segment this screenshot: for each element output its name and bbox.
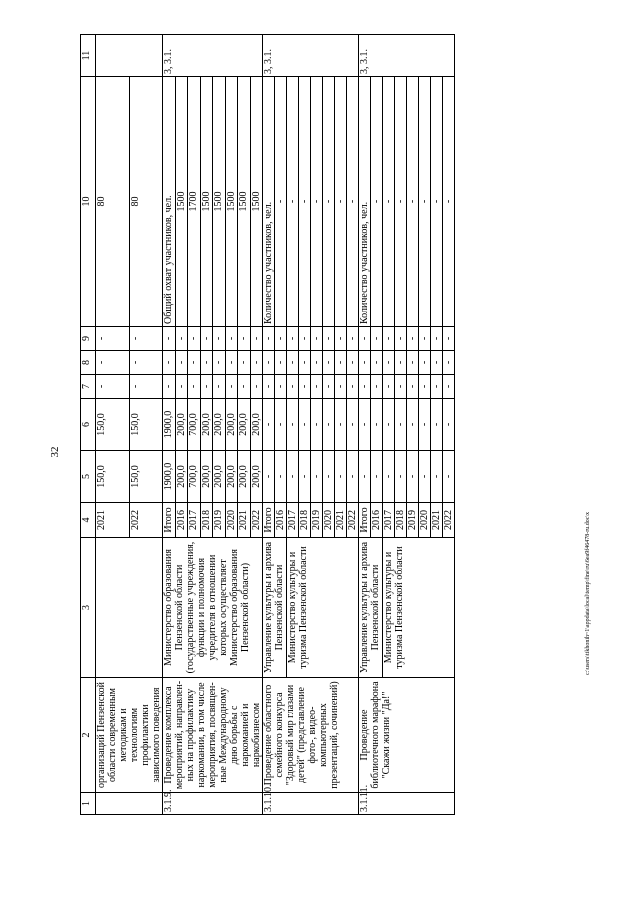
s3110-c7: - <box>263 375 275 399</box>
s3111-c8: - <box>395 351 407 375</box>
s319-c7: - <box>238 375 251 399</box>
cont-c6: 150,0 <box>129 399 163 451</box>
s319-c5: 200,0 <box>225 451 238 503</box>
cont-ref-cell <box>96 35 163 77</box>
s319-c6: 200,0 <box>238 399 251 451</box>
s319-c9: - <box>163 327 176 351</box>
s3110-number: 3.1.10. <box>263 793 359 815</box>
s3111-c7: - <box>443 375 455 399</box>
s3110-c5: - <box>263 451 275 503</box>
s3111-c8: - <box>407 351 419 375</box>
s3110-year: 2022 <box>347 503 359 538</box>
s319-c8: - <box>238 351 251 375</box>
s319-number: 3.1.9. <box>163 793 263 815</box>
s3110-c6: - <box>287 399 299 451</box>
s3111-c9: - <box>407 327 419 351</box>
s3110-c8: - <box>311 351 323 375</box>
cont-c5: 150,0 <box>96 451 130 503</box>
rotated-table-wrapper <box>80 35 590 815</box>
s319-c5: 1900,0 <box>163 451 176 503</box>
s3110-c7: - <box>347 375 359 399</box>
s3111-c10: - <box>443 77 455 327</box>
cont-c6: 150,0 <box>96 399 130 451</box>
column-header-2: 2 <box>81 678 96 793</box>
column-header-5: 5 <box>81 451 96 503</box>
s3111-c10: - <box>395 77 407 327</box>
s3111-c8: - <box>371 351 383 375</box>
s3111-executor-1: Управление культуры и архива Пензенской области <box>359 538 383 678</box>
s319-c8: - <box>163 351 176 375</box>
s3110-c8: - <box>263 351 275 375</box>
s3110-c9: - <box>275 327 287 351</box>
s3110-c7: - <box>287 375 299 399</box>
s3111-year: 2019 <box>407 503 419 538</box>
s3111-indicator: Количество участников, чел. <box>359 77 371 327</box>
s3111-c6: - <box>407 399 419 451</box>
s319-c9: - <box>213 327 226 351</box>
s3111-c6: - <box>395 399 407 451</box>
s319-c9: - <box>250 327 263 351</box>
s3111-c7: - <box>371 375 383 399</box>
s3110-c9: - <box>347 327 359 351</box>
s3110-year: 2019 <box>311 503 323 538</box>
s3111-c6: - <box>419 399 431 451</box>
s3110-c8: - <box>299 351 311 375</box>
s3111-c9: - <box>395 327 407 351</box>
s3111-c9: - <box>359 327 371 351</box>
column-header-9: 9 <box>81 327 96 351</box>
s3110-c7: - <box>299 375 311 399</box>
s3110-c7: - <box>323 375 335 399</box>
s319-c6: 200,0 <box>200 399 213 451</box>
s319-c10: 1500 <box>225 77 238 327</box>
s3110-activity-name: Проведение областного семейного конкурса "Здоровый мир глазами детей" (представление фото-, видео-компьютерных презентаций, сочинений) <box>263 678 359 793</box>
s319-c5: 200,0 <box>200 451 213 503</box>
s3111-c10: - <box>383 77 395 327</box>
column-header-6: 6 <box>81 399 96 451</box>
cont-c10: 80 <box>96 77 130 327</box>
s3110-c6: - <box>311 399 323 451</box>
cont-c5: 150,0 <box>129 451 163 503</box>
s3110-c5: - <box>275 451 287 503</box>
s3110-c9: - <box>323 327 335 351</box>
s3111-c9: - <box>431 327 443 351</box>
s3111-c9: - <box>443 327 455 351</box>
s319-c5: 200,0 <box>250 451 263 503</box>
s319-c10: 1500 <box>213 77 226 327</box>
s319-ref: 3, 3.1. <box>163 35 263 77</box>
table-row <box>263 35 275 815</box>
column-header-8: 8 <box>81 351 96 375</box>
s3111-number: 3.1.11. <box>359 793 455 815</box>
s3111-c9: - <box>419 327 431 351</box>
s319-c7: - <box>200 375 213 399</box>
s3110-c8: - <box>275 351 287 375</box>
s3110-c10: - <box>287 77 299 327</box>
s3111-c5: - <box>407 451 419 503</box>
s3110-c6: - <box>335 399 347 451</box>
s3111-c5: - <box>395 451 407 503</box>
s319-c10: 1500 <box>200 77 213 327</box>
table-row <box>163 35 176 815</box>
s3110-year: 2016 <box>275 503 287 538</box>
s319-c7: - <box>163 375 176 399</box>
s3111-activity-name: Проведение библиотечного марафона "Скажи жизни "Да!" <box>359 678 455 793</box>
cont-c9: - <box>96 327 130 351</box>
s3111-c8: - <box>383 351 395 375</box>
s3110-year: 2021 <box>335 503 347 538</box>
s3111-c8: - <box>443 351 455 375</box>
s3110-c10: - <box>299 77 311 327</box>
s3110-c5: - <box>323 451 335 503</box>
s319-year: 2019 <box>213 503 226 538</box>
s319-c10: 1500 <box>175 77 188 327</box>
s3111-ref: 3, 3.1. <box>359 35 455 77</box>
s319-year: 2021 <box>238 503 251 538</box>
s319-c6: 200,0 <box>213 399 226 451</box>
cont-activity-name: организаций Пензенской области современным методикам и технологиям профилактики зависимого поведения <box>96 678 163 793</box>
column-header-10: 10 <box>81 77 96 327</box>
s3111-c6: - <box>359 399 371 451</box>
s3110-c10: - <box>323 77 335 327</box>
s319-activity-name: Проведение комплекса мероприятий, направлен-ных на профилактику наркомании, в том числе мероприятия, посвящен-ные Международному дню борьбы с наркоманией и наркобизнесом <box>163 678 263 793</box>
s319-c6: 700,0 <box>188 399 201 451</box>
s319-c8: - <box>250 351 263 375</box>
s319-c7: - <box>188 375 201 399</box>
s3110-year: 2020 <box>323 503 335 538</box>
s319-c6: 200,0 <box>250 399 263 451</box>
s3111-c7: - <box>431 375 443 399</box>
s3110-c9: - <box>299 327 311 351</box>
cont-num-cell <box>96 793 163 815</box>
s319-year: 2020 <box>225 503 238 538</box>
cont-year: 2022 <box>129 503 163 538</box>
s319-c8: - <box>200 351 213 375</box>
column-header-11: 11 <box>81 35 96 77</box>
s319-c8: - <box>188 351 201 375</box>
table-body <box>81 35 455 815</box>
s319-c5: 200,0 <box>175 451 188 503</box>
s3110-c5: - <box>299 451 311 503</box>
s3110-c9: - <box>287 327 299 351</box>
s3111-c8: - <box>419 351 431 375</box>
s3111-year: 2020 <box>419 503 431 538</box>
program-table <box>80 34 455 815</box>
s3110-c9: - <box>311 327 323 351</box>
s3110-c8: - <box>287 351 299 375</box>
s3111-c6: - <box>443 399 455 451</box>
s3110-c7: - <box>275 375 287 399</box>
s3110-year: 2017 <box>287 503 299 538</box>
s319-c9: - <box>238 327 251 351</box>
s319-year: 2016 <box>175 503 188 538</box>
s319-executor: Министерство образования Пензенской области (государственные учреждения, функции и полномочия учредителя в отношении которых осуществляет Министерство образования Пензенской области) <box>163 538 263 678</box>
column-header-1: 1 <box>81 793 96 815</box>
s3111-c5: - <box>371 451 383 503</box>
s319-c7: - <box>213 375 226 399</box>
s3110-c6: - <box>263 399 275 451</box>
s319-c6: 200,0 <box>175 399 188 451</box>
s3110-c8: - <box>323 351 335 375</box>
column-header-3: 3 <box>81 538 96 678</box>
cont-year: 2021 <box>96 503 130 538</box>
s319-c5: 200,0 <box>213 451 226 503</box>
s3110-c10: - <box>275 77 287 327</box>
s3110-c8: - <box>347 351 359 375</box>
s3111-c10: - <box>407 77 419 327</box>
cont-c7: - <box>96 375 130 399</box>
s3111-c7: - <box>395 375 407 399</box>
s319-c9: - <box>225 327 238 351</box>
s3111-c8: - <box>359 351 371 375</box>
s3110-c5: - <box>311 451 323 503</box>
s319-c10: 1700 <box>188 77 201 327</box>
s3110-ref: 3, 3.1. <box>263 35 359 77</box>
s319-c9: - <box>175 327 188 351</box>
table-row <box>96 35 130 815</box>
s3110-c9: - <box>335 327 347 351</box>
s3110-c6: - <box>275 399 287 451</box>
s319-c8: - <box>213 351 226 375</box>
s3111-c8: - <box>431 351 443 375</box>
s3111-year: 2017 <box>383 503 395 538</box>
s319-c8: - <box>175 351 188 375</box>
s3111-c5: - <box>419 451 431 503</box>
cont-c9: - <box>129 327 163 351</box>
s3111-c6: - <box>371 399 383 451</box>
s3111-year: 2016 <box>371 503 383 538</box>
s3110-c5: - <box>335 451 347 503</box>
s3110-year: Итого <box>263 503 275 538</box>
s3111-year: Итого <box>359 503 371 538</box>
s3111-year: 2021 <box>431 503 443 538</box>
s319-c8: - <box>225 351 238 375</box>
s3110-c6: - <box>347 399 359 451</box>
s3110-c6: - <box>323 399 335 451</box>
cont-c10: 80 <box>129 77 163 327</box>
s3111-c10: - <box>371 77 383 327</box>
s3110-c10: - <box>311 77 323 327</box>
s3110-c10: - <box>347 77 359 327</box>
s3111-c7: - <box>407 375 419 399</box>
s3110-c5: - <box>287 451 299 503</box>
s3111-year: 2018 <box>395 503 407 538</box>
s3110-indicator: Количество участников, чел. <box>263 77 275 327</box>
s3110-year: 2018 <box>299 503 311 538</box>
s3111-year: 2022 <box>443 503 455 538</box>
s319-c6: 1900,0 <box>163 399 176 451</box>
s319-c7: - <box>250 375 263 399</box>
s3110-c7: - <box>335 375 347 399</box>
s319-c7: - <box>175 375 188 399</box>
s3111-c10: - <box>431 77 443 327</box>
s3111-c7: - <box>359 375 371 399</box>
s3111-c7: - <box>383 375 395 399</box>
s319-year: 2017 <box>188 503 201 538</box>
page: 32 1 2 3 4 5 6 7 8 9 10 11 организаций Пензенской области современным методикам и технологиям профилактики зависимого поведения 2021 150,0 150,0 - - - 80 2022 150,0 150,0 - - - 80 3.1.9. Проведение комплекса мероприятий, направлен-ных на профилактику наркомании, в том числе мероприятия, посвящен-ные Международному дню борьбы с наркоманией и наркобизнесом Министерство образования Пензенской области (государственные учреждения, функции и полномочия учредителя в отношении которых осуществляет Министерство образования Пензенской области) Итого 1900,0 1900,0 - - - Общий охват участников, чел. 3, 3.1. 2016 200,0 200,0 - - - 1500 2017 700,0 700,0 - - - 1700 2018 200,0 200,0 - - - 1500 2019 200,0 200,0 - - - 1500 2020 200,0 200,0 - - - 1500 2021 200,0 200,0 - - - 1500 2022 200,0 200,0 - - - 1500 3.1.10. Проведение областного семейного конкурса "Здоровый мир глазами детей" (представление фото-, видео-компьютерных презентаций, сочинений) Управление культуры и архива Пензенской области Итого - - - - - Количество участников, чел. 3, 3.1. 2016 - - - - - - Министерство культуры и туризма Пензенской области 2017 - - - - - - 2018 - - - - - - 2019 - - - - - - 2020 - - - - - - 2021 - - - - - - 2022 - - - - - - 3.1.11. Проведение библиотечного марафона "Скажи жизни "Да!" Управление культуры и архива Пензенской области Итого - - - - - Количество участников, чел. 3, 3.1. 2016 - - - - - - Министерство культуры и туризма Пензенской области 2017 - - - - - - 2018 - - - - - - 2019 - - - - - - 2020 - - - - - - 2021 - - - - - - 2022 - - - - - - c:\users\tikhonih~1\appdata\local\temp\fine\ru\6ea9f46478-ru.doc\x <box>0 0 640 905</box>
s319-year: Итого <box>163 503 176 538</box>
s3111-c5: - <box>443 451 455 503</box>
cont-c8: - <box>96 351 130 375</box>
s3111-c10: - <box>419 77 431 327</box>
header-row <box>81 35 96 815</box>
s3111-executor-2: Министерство культуры и туризма Пензенской области <box>383 538 455 678</box>
s3110-c6: - <box>299 399 311 451</box>
s3110-c7: - <box>311 375 323 399</box>
s3111-c5: - <box>359 451 371 503</box>
s319-year: 2022 <box>250 503 263 538</box>
s3111-c6: - <box>431 399 443 451</box>
s3111-c9: - <box>371 327 383 351</box>
page-number: 32 <box>49 446 61 458</box>
cont-executor-cell <box>96 538 163 678</box>
s3111-c9: - <box>383 327 395 351</box>
cont-c7: - <box>129 375 163 399</box>
s3111-c5: - <box>431 451 443 503</box>
s319-year: 2018 <box>200 503 213 538</box>
s3110-executor-2: Министерство культуры и туризма Пензенской области <box>287 538 359 678</box>
s3110-c9: - <box>263 327 275 351</box>
s3110-c10: - <box>335 77 347 327</box>
s319-c9: - <box>188 327 201 351</box>
cont-c8: - <box>129 351 163 375</box>
s319-c6: 200,0 <box>225 399 238 451</box>
s3111-c6: - <box>383 399 395 451</box>
column-header-4: 4 <box>81 503 96 538</box>
s3111-c5: - <box>383 451 395 503</box>
table-row <box>359 35 371 815</box>
s319-c7: - <box>225 375 238 399</box>
s319-c10: 1500 <box>238 77 251 327</box>
s319-c5: 700,0 <box>188 451 201 503</box>
s3110-c5: - <box>347 451 359 503</box>
s319-indicator: Общий охват участников, чел. <box>163 77 176 327</box>
s3110-executor-1: Управление культуры и архива Пензенской области <box>263 538 287 678</box>
s319-c10: 1500 <box>250 77 263 327</box>
s319-c9: - <box>200 327 213 351</box>
s3111-c7: - <box>419 375 431 399</box>
s319-c5: 200,0 <box>238 451 251 503</box>
s3110-c8: - <box>335 351 347 375</box>
column-header-7: 7 <box>81 375 96 399</box>
